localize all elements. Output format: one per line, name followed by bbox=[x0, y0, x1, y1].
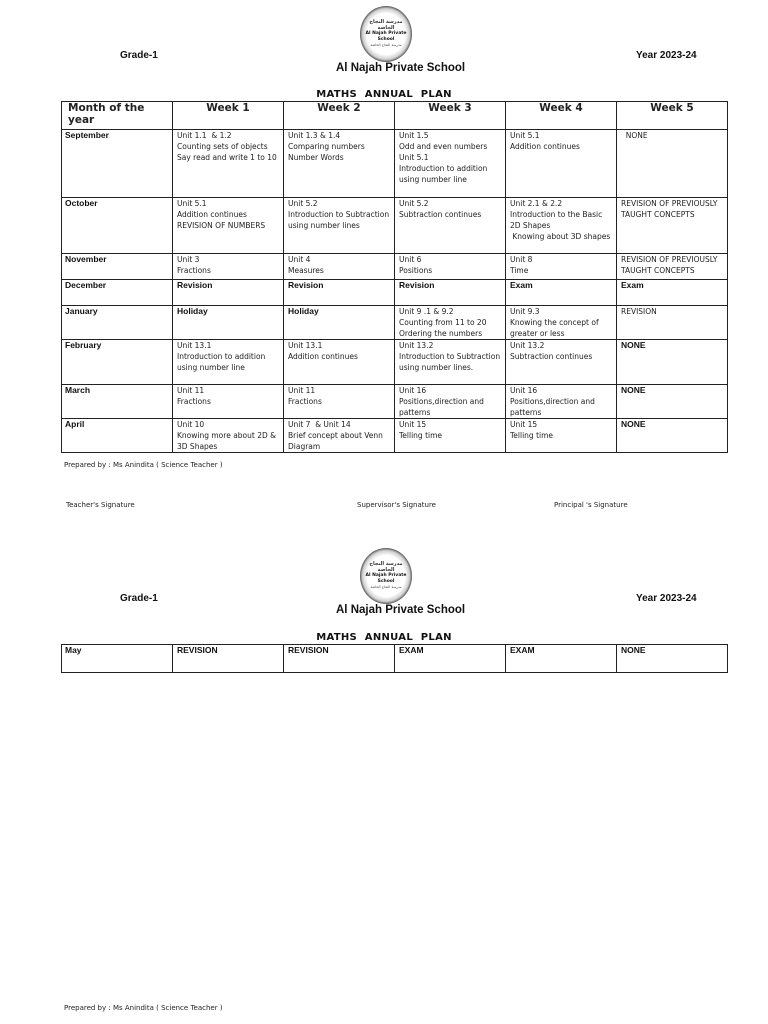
cell-text: Knowing more about 2D & 3D Shapes bbox=[177, 431, 279, 451]
cell-text: Unit 1.3 & 1.4 bbox=[288, 131, 341, 140]
cell-text: Time bbox=[510, 266, 529, 275]
cell-text: Introduction to Subtraction using number lines bbox=[288, 210, 392, 230]
cell-text: Addition continues bbox=[510, 142, 580, 151]
week-cell: NONE bbox=[617, 645, 728, 673]
week-cell bbox=[617, 340, 728, 385]
header-week-2: Week 2 bbox=[284, 102, 395, 130]
cell-text: NONE bbox=[621, 131, 648, 140]
cell-text: Unit 13.2 bbox=[510, 341, 545, 350]
week-cell bbox=[617, 130, 728, 198]
cell-text: Unit 13.1 bbox=[177, 341, 212, 350]
plan-title: MATHS ANNUAL PLAN bbox=[316, 632, 452, 643]
cell-text: Introduction to Subtraction using number lines. bbox=[399, 352, 503, 372]
week-cell bbox=[395, 340, 506, 385]
cell-text: Revision bbox=[177, 280, 213, 290]
cell-text: Counting from 11 to 20 bbox=[399, 318, 487, 327]
week-cell bbox=[284, 130, 395, 198]
table-row bbox=[62, 385, 728, 419]
week-cell: EXAM bbox=[395, 645, 506, 673]
cell-text: Positions,direction and patterns bbox=[399, 397, 487, 417]
grade-label: Grade-1 bbox=[120, 50, 158, 61]
logo-text-arabic-small: مدرسة النجاح الخاصة bbox=[370, 43, 402, 47]
cell-text: Counting sets of objects bbox=[177, 142, 268, 151]
cell-text: Addition continues bbox=[177, 210, 247, 219]
cell-text: Unit 15 bbox=[510, 420, 538, 429]
week-cell bbox=[173, 340, 284, 385]
cell-text: Knowing about 3D shapes bbox=[510, 232, 611, 241]
week-cell bbox=[284, 385, 395, 419]
table-row bbox=[62, 340, 728, 385]
cell-text: Introduction to addition using number line bbox=[177, 352, 268, 372]
cell-text: Unit 1.5 bbox=[399, 131, 429, 140]
week-cell bbox=[284, 280, 395, 306]
cell-text: Unit 5.2 bbox=[399, 199, 429, 208]
school-logo bbox=[360, 6, 412, 62]
logo-text-english: Al Najah Private School bbox=[365, 31, 407, 42]
cell-text: Positions,direction and patterns bbox=[510, 397, 598, 417]
table-row bbox=[62, 645, 728, 673]
week-cell bbox=[395, 306, 506, 340]
cell-text: Revision bbox=[288, 280, 324, 290]
cell-text: Unit 5.1 bbox=[399, 153, 429, 162]
header-month: Month of the year bbox=[62, 102, 173, 130]
cell-text: Positions bbox=[399, 266, 433, 275]
school-name: Al Najah Private School bbox=[336, 604, 466, 616]
week-cell bbox=[395, 280, 506, 306]
week-cell bbox=[617, 306, 728, 340]
cell-text: Measures bbox=[288, 266, 324, 275]
cell-text: NONE bbox=[621, 419, 646, 429]
table-row bbox=[62, 306, 728, 340]
cell-text: Holiday bbox=[177, 306, 208, 316]
cell-text: Exam bbox=[621, 280, 644, 290]
cell-text: Fractions bbox=[177, 266, 211, 275]
cell-text: Fractions bbox=[177, 397, 211, 406]
week-cell bbox=[173, 198, 284, 254]
week-cell bbox=[284, 419, 395, 453]
week-cell bbox=[617, 280, 728, 306]
plan-title: MATHS ANNUAL PLAN bbox=[316, 89, 452, 100]
cell-text: Unit 13.1 bbox=[288, 341, 323, 350]
cell-text: Unit 2.1 & 2.2 bbox=[510, 199, 563, 208]
prepared-by: Prepared by : Ms Anindita ( Science Teacher ) bbox=[64, 1004, 223, 1012]
week-cell bbox=[395, 254, 506, 280]
cell-text: Unit 5.2 bbox=[288, 199, 318, 208]
cell-text: Unit 13.2 bbox=[399, 341, 434, 350]
header-week-4: Week 4 bbox=[506, 102, 617, 130]
cell-text: Unit 9 .1 & 9.2 bbox=[399, 307, 454, 316]
cell-text: Revision bbox=[399, 280, 435, 290]
cell-text: Unit 6 bbox=[399, 255, 422, 264]
principal-signature-label: Principal 's Signature bbox=[554, 501, 628, 509]
header-week-3: Week 3 bbox=[395, 102, 506, 130]
week-cell bbox=[506, 130, 617, 198]
month-cell: February bbox=[62, 340, 173, 385]
week-cell bbox=[173, 306, 284, 340]
month-cell: December bbox=[62, 280, 173, 306]
cell-text: REVISION OF NUMBERS bbox=[177, 221, 266, 230]
week-cell bbox=[617, 419, 728, 453]
cell-text: Unit 5.1 bbox=[177, 199, 207, 208]
logo-text-arabic: مدرسة النجاح الخاصة bbox=[369, 19, 403, 31]
cell-text: Fractions bbox=[288, 397, 322, 406]
cell-text: Unit 11 bbox=[177, 386, 205, 395]
week-cell bbox=[395, 419, 506, 453]
cell-text: Addition continues bbox=[288, 352, 358, 361]
cell-text: Comparing numbers bbox=[288, 142, 365, 151]
table-header-row bbox=[62, 102, 728, 130]
week-cell bbox=[173, 254, 284, 280]
cell-text: Say read and write 1 to 10 bbox=[177, 153, 277, 162]
table-row bbox=[62, 254, 728, 280]
school-name: Al Najah Private School bbox=[336, 62, 466, 74]
annual-plan-table-continued bbox=[61, 644, 728, 673]
school-logo bbox=[360, 548, 412, 604]
week-cell bbox=[173, 280, 284, 306]
cell-text: Unit 15 bbox=[399, 420, 427, 429]
cell-text: Unit 5.1 bbox=[510, 131, 540, 140]
cell-text: Unit 11 bbox=[288, 386, 316, 395]
week-cell bbox=[173, 385, 284, 419]
table-row bbox=[62, 419, 728, 453]
cell-text: Subtraction continues bbox=[399, 210, 482, 219]
week-cell bbox=[506, 419, 617, 453]
month-cell: January bbox=[62, 306, 173, 340]
cell-text: NONE bbox=[621, 385, 646, 395]
cell-text: Unit 4 bbox=[288, 255, 311, 264]
week-cell bbox=[395, 130, 506, 198]
header-week-1: Week 1 bbox=[173, 102, 284, 130]
supervisor-signature-label: Supervisor's Signature bbox=[357, 501, 436, 509]
week-cell bbox=[617, 254, 728, 280]
cell-text: Holiday bbox=[288, 306, 319, 316]
month-cell: March bbox=[62, 385, 173, 419]
week-cell bbox=[173, 130, 284, 198]
week-cell: REVISION bbox=[173, 645, 284, 673]
logo-text-arabic-small: مدرسة النجاح الخاصة bbox=[370, 585, 402, 589]
cell-text: Number Words bbox=[288, 153, 344, 162]
week-cell bbox=[506, 340, 617, 385]
week-cell bbox=[284, 198, 395, 254]
week-cell bbox=[506, 254, 617, 280]
month-cell: May bbox=[62, 645, 173, 673]
cell-text: Brief concept about Venn Diagram bbox=[288, 431, 386, 451]
cell-text: Unit 3 bbox=[177, 255, 200, 264]
logo-text-english: Al Najah Private School bbox=[365, 573, 407, 584]
week-cell bbox=[617, 385, 728, 419]
month-cell: April bbox=[62, 419, 173, 453]
year-label: Year 2023-24 bbox=[636, 50, 697, 61]
cell-text: Unit 1.1 & 1.2 bbox=[177, 131, 232, 140]
teacher-signature-label: Teacher's Signature bbox=[66, 501, 135, 509]
week-cell: REVISION bbox=[284, 645, 395, 673]
week-cell bbox=[284, 306, 395, 340]
cell-text: Unit 10 bbox=[177, 420, 205, 429]
cell-text: Exam bbox=[510, 280, 533, 290]
cell-text: Unit 16 bbox=[399, 386, 427, 395]
table-row bbox=[62, 198, 728, 254]
week-cell bbox=[506, 198, 617, 254]
week-cell bbox=[617, 198, 728, 254]
annual-plan-table bbox=[61, 101, 728, 453]
week-cell bbox=[395, 385, 506, 419]
week-cell bbox=[395, 198, 506, 254]
cell-text: Telling time bbox=[399, 431, 443, 440]
week-cell bbox=[284, 340, 395, 385]
month-cell: October bbox=[62, 198, 173, 254]
cell-text: REVISION bbox=[621, 307, 657, 316]
cell-text: Unit 16 bbox=[510, 386, 538, 395]
cell-text: Telling time bbox=[510, 431, 554, 440]
week-cell: EXAM bbox=[506, 645, 617, 673]
month-cell: November bbox=[62, 254, 173, 280]
cell-text: Unit 8 bbox=[510, 255, 533, 264]
cell-text: Ordering the numbers bbox=[399, 329, 483, 338]
week-cell bbox=[506, 306, 617, 340]
prepared-by: Prepared by : Ms Anindita ( Science Teacher ) bbox=[64, 461, 223, 469]
month-cell: September bbox=[62, 130, 173, 198]
header-week-5: Week 5 bbox=[617, 102, 728, 130]
cell-text: REVISION OF PREVIOUSLY TAUGHT CONCEPTS bbox=[621, 255, 720, 275]
cell-text: Introduction to addition using number line bbox=[399, 164, 490, 184]
logo-text-arabic: مدرسة النجاح الخاصة bbox=[369, 561, 403, 573]
year-label: Year 2023-24 bbox=[636, 593, 697, 604]
grade-label: Grade-1 bbox=[120, 593, 158, 604]
week-cell bbox=[506, 385, 617, 419]
cell-text: REVISION OF PREVIOUSLY TAUGHT CONCEPTS bbox=[621, 199, 720, 219]
cell-text: Unit 9.3 bbox=[510, 307, 540, 316]
week-cell bbox=[506, 280, 617, 306]
cell-text: Unit 7 & Unit 14 bbox=[288, 420, 351, 429]
cell-text: Subtraction continues bbox=[510, 352, 593, 361]
table-row bbox=[62, 280, 728, 306]
cell-text: NONE bbox=[621, 340, 646, 350]
cell-text: Introduction to the Basic 2D Shapes bbox=[510, 210, 605, 230]
cell-text: Knowing the concept of greater or less bbox=[510, 318, 601, 338]
week-cell bbox=[173, 419, 284, 453]
week-cell bbox=[284, 254, 395, 280]
cell-text: Odd and even numbers bbox=[399, 142, 488, 151]
table-row bbox=[62, 130, 728, 198]
